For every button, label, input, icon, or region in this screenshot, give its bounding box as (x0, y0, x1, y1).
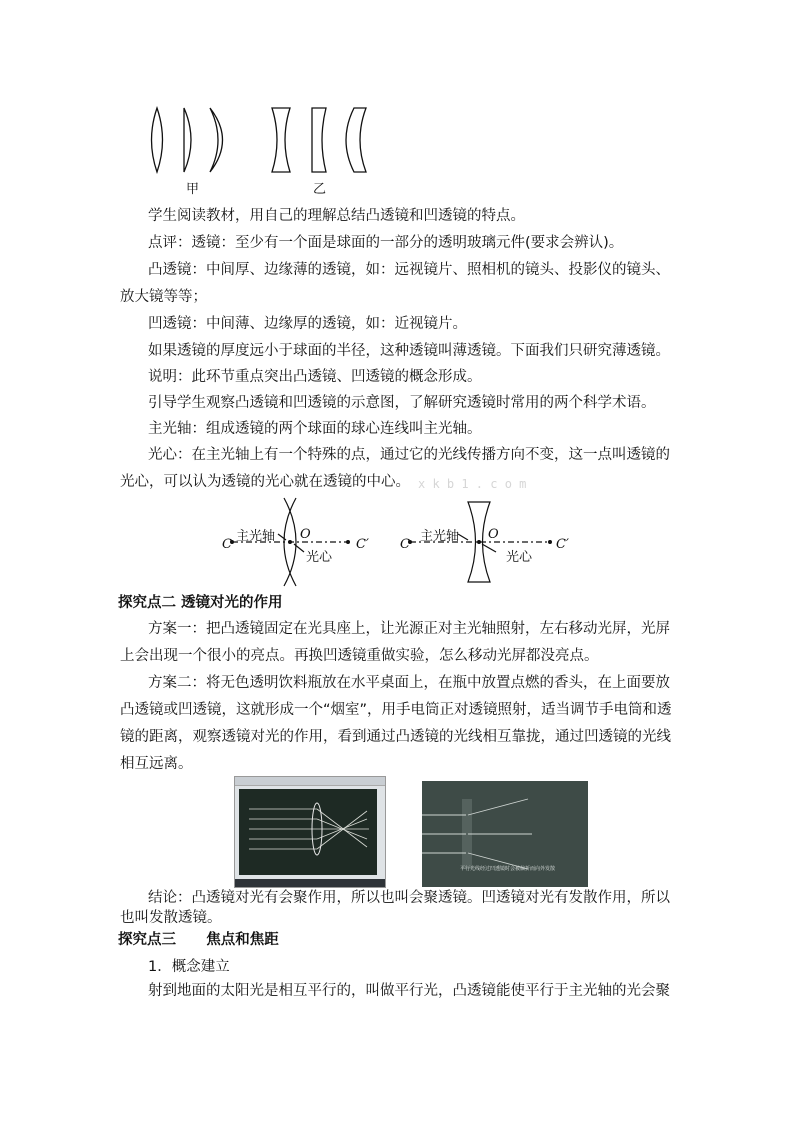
paragraph-guide: 引导学生观察凸透镜和凹透镜的示意图，了解研究透镜时常用的两个科学术语。 (148, 395, 656, 411)
plano-concave-lens (312, 108, 326, 172)
concave-experiment-photo (422, 781, 588, 887)
convex-rays-svg (239, 789, 377, 875)
c-right-label: C′ (356, 537, 369, 552)
c-left-label: C (222, 537, 232, 552)
paragraph-principal-axis: 主光轴：组成透镜的两个球面的球心连线叫主光轴。 (148, 421, 482, 437)
center-label-left: 光心 (306, 550, 333, 565)
lens-shapes-figure (140, 100, 380, 190)
section3-heading: 探究点三 焦点和焦距 (118, 932, 279, 948)
paragraph-concave-lens: 凹透镜：中间薄、边缘厚的透镜，如：近视镜片。 (148, 316, 467, 332)
plan2-paragraph: 方案二：将无色透明饮料瓶放在水平桌面上，在瓶中放置点燃的香头，在上面要放凸透镜或凹透镜，这就形成一个“烟室”，用手电筒正对透镜照射，适当调节手电筒和透镜的距离，观察透镜对光的作用，看到通过凸透镜的光线相互靠拢，通过凹透镜的光线相互远离。 (120, 675, 672, 772)
paragraph-note: 说明：此环节重点突出凸透镜、凹透镜的概念形成。 (148, 369, 482, 385)
axis-label-right: 主光轴 (420, 529, 460, 544)
paragraph-convex-lens: 凸透镜：中间厚、边缘薄的透镜，如：远视镜片、照相机的镜头、投影仪的镜头、放大镜等等； (120, 262, 670, 305)
c-left-label-2: C (400, 537, 410, 552)
convex-experiment-photo (234, 776, 386, 888)
concept-item: 1．概念建立 (148, 959, 230, 975)
label-concave: 乙 (313, 182, 327, 197)
photo-caption: 平行光线经过凹透镜时会被偏折而向外发散 (460, 866, 556, 872)
section2-heading: 探究点二 透镜对光的作用 (118, 595, 283, 611)
plano-convex-lens (184, 108, 191, 172)
photo-controls (235, 879, 385, 887)
label-convex: 甲 (186, 182, 200, 197)
plan1-paragraph: 方案一：把凸透镜固定在光具座上，让光源正对主光轴照射，左右移动光屏，光屏上会出现一个很小的亮点。再换凹透镜重做实验，怎么移动光屏都没亮点。 (120, 621, 670, 664)
watermark: x k b 1 . c o m (418, 477, 527, 491)
biconvex-lens (152, 108, 163, 172)
photo-toolbar (235, 777, 385, 786)
o-left-label: O (300, 527, 311, 542)
convex-photo-screen (239, 789, 377, 875)
paragraph-optical-center: 光心：在主光轴上有一个特殊的点，通过它的光线传播方向不变，这一点叫透镜的光心，可以认为透镜的光心就在透镜的中心。 (120, 447, 670, 490)
biconcave-lens (272, 108, 290, 172)
lens-shapes-svg (140, 100, 380, 190)
axis-label-left: 主光轴 (236, 529, 276, 544)
meniscus-concave-lens (346, 108, 366, 172)
paragraph-lens-definition: 点评：透镜：至少有一个面是球面的一部分的透明玻璃元件(要求会辨认)。 (148, 235, 624, 251)
last-paragraph: 射到地面的太阳光是相互平行的，叫做平行光，凸透镜能使平行于主光轴的光会聚 (148, 983, 670, 999)
conclusion-paragraph: 结论：凸透镜对光有会聚作用，所以也叫会聚透镜。凹透镜对光有发散作用，所以也叫发散透镜。 (120, 890, 670, 926)
paragraph-student-reading: 学生阅读教材，用自己的理解总结凸透镜和凹透镜的特点。 (148, 208, 525, 224)
meniscus-convex-lens (210, 108, 223, 172)
o-right-label: O (488, 527, 499, 542)
c-right-label-2: C′ (556, 537, 569, 552)
center-label-right: 光心 (506, 550, 533, 565)
paragraph-thin-lens: 如果透镜的厚度远小于球面的半径，这种透镜叫薄透镜。下面我们只研究薄透镜。 (148, 343, 670, 359)
